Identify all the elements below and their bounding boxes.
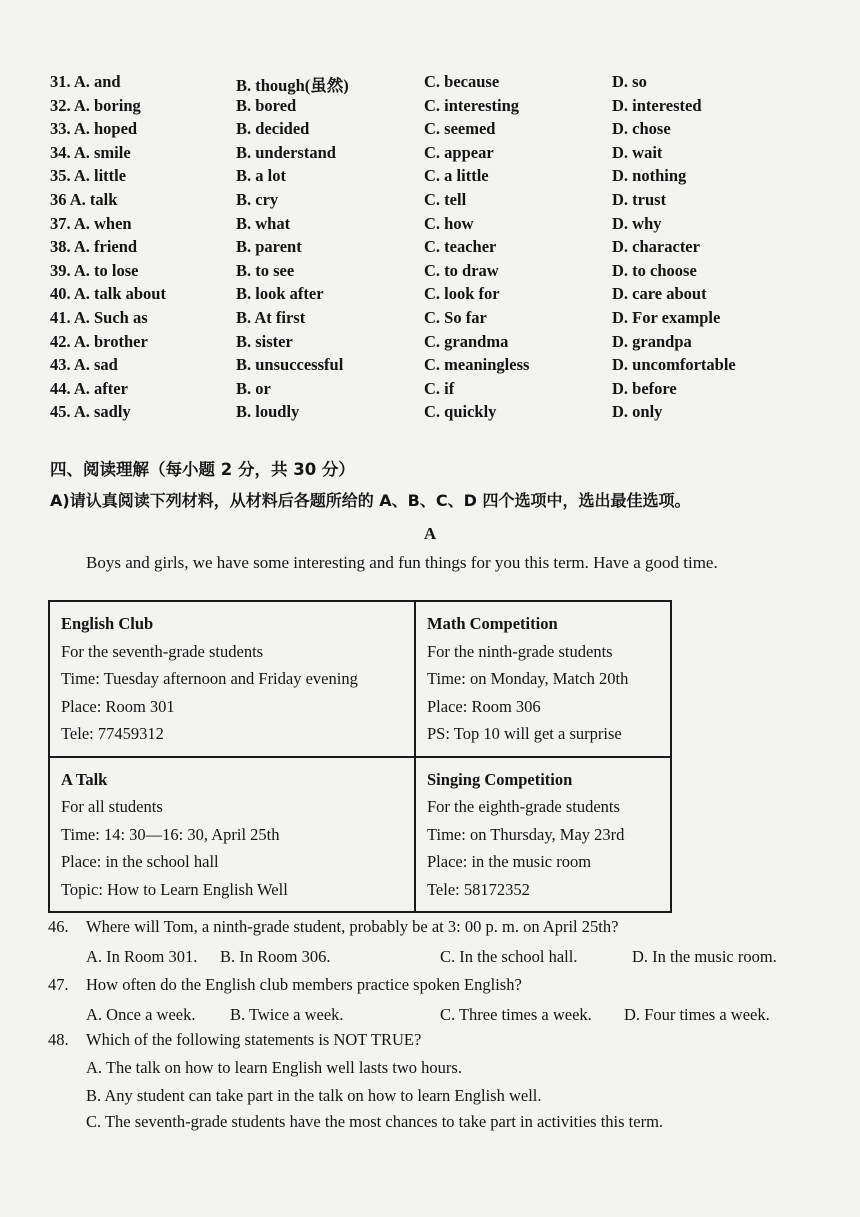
question-48 [48,1030,828,1140]
question-46 [48,917,828,973]
option-a: 42. A. brother [50,331,148,351]
notice-title: A Talk [61,769,108,789]
notice-line: Place: in the school hall [61,852,219,871]
option-b: B. loudly [236,402,300,422]
option-a: 41. A. Such as [50,307,148,327]
option-b: B. unsuccessful [236,355,344,375]
cloze-option-row [50,284,830,308]
notice-line: PS: Top 10 will get a surprise [427,724,622,743]
option-a: 35. A. little [50,166,127,186]
option-a: 43. A. sad [50,355,118,375]
notice-line: For the eighth-grade students [427,797,620,816]
option-a: 44. A. after [50,378,128,398]
cloze-option-row [50,190,830,214]
option-c: C. because [424,72,500,91]
option-b: B. though(虽然) [236,76,349,95]
option-c: C. tell [424,189,467,209]
option-d: D. trust [612,189,667,209]
section-instruction: A)请认真阅读下列材料，从材料后各题所给的 A、B、C、D 四个选项中，选出最佳选项。 [50,491,691,510]
answer-option-d[interactable]: D. In the music room. [632,947,777,966]
answer-option-b[interactable]: B. Twice a week. [230,1005,344,1024]
option-a: 38. A. friend [50,237,138,257]
passage-intro: Boys and girls, we have some interesting and fun things for you this term. Have a good time. [86,553,718,572]
cloze-options-grid [50,72,830,426]
option-d: D. only [612,402,663,422]
notice-line: For the seventh-grade students [61,641,264,661]
option-c: C. if [424,378,455,398]
cloze-option-row [50,143,830,167]
option-b: B. look after [236,284,324,304]
option-d: D. uncomfortable [612,355,736,375]
option-b: B. a lot [236,166,286,186]
option-d: D. grandpa [612,331,692,351]
answer-option-c[interactable]: C. Three times a week. [440,1005,592,1024]
notice-talk [49,757,415,913]
cloze-option-row [50,308,830,332]
option-c: C. seemed [424,119,496,139]
notice-table [48,600,672,913]
cloze-option-row [50,261,830,285]
option-d: D. For example [612,307,721,327]
notice-title: English Club [61,614,154,633]
option-c: C. a little [424,166,489,186]
option-b: B. bored [236,95,297,115]
option-b: B. understand [236,142,336,162]
notice-line: Tele: 77459312 [61,724,164,743]
option-c: C. look for [424,284,500,304]
answer-option-c[interactable]: C. The seventh-grade students have the most chances to take part in activities this term. [86,1112,664,1131]
option-d: D. care about [612,284,707,304]
option-a: 31. A. and [50,72,121,91]
notice-line: Place: Room 306 [427,696,541,716]
answer-option-a[interactable]: A. In Room 301. [86,947,198,966]
cloze-option-row [50,402,830,426]
option-a: 37. A. when [50,213,132,233]
option-b: B. to see [236,260,295,280]
option-d: D. character [612,237,700,257]
option-d: D. before [612,378,677,398]
answer-option-d[interactable]: D. Four times a week. [624,1005,770,1024]
notice-line: Time: on Thursday, May 23rd [427,824,625,844]
cloze-option-row [50,96,830,120]
notice-line: Time: on Monday, Match 20th [427,669,629,688]
question-stem: Where will Tom, a ninth-grade student, probably be at 3: 00 p. m. on April 25th? [86,917,619,936]
option-c: C. teacher [424,237,497,257]
option-c: C. So far [424,307,487,327]
notice-line: Topic: How to Learn English Well [61,879,288,899]
cloze-option-row [50,355,830,379]
notice-title: Math Competition [427,614,558,633]
option-c: C. how [424,213,474,233]
notice-title: Singing Competition [427,769,573,789]
question-47 [48,975,828,1031]
option-a: 40. A. talk about [50,284,166,304]
answer-option-b[interactable]: B. In Room 306. [220,947,331,966]
option-a: 36 A. talk [50,189,118,209]
option-c: C. meaningless [424,355,530,375]
option-b: B. or [236,378,271,398]
question-stem: Which of the following statements is NOT TRUE? [86,1030,422,1049]
passage-letter: A [423,524,437,543]
notice-line: Time: 14: 30—16: 30, April 25th [61,824,280,844]
notice-line: For all students [61,797,163,816]
option-b: B. At first [236,307,306,327]
option-c: C. appear [424,142,494,162]
notice-singing-competition [415,757,671,913]
option-b: B. parent [236,237,302,257]
cloze-option-row [50,332,830,356]
answer-option-a[interactable]: A. The talk on how to learn English well lasts two hours. [86,1058,462,1077]
cloze-option-row [50,237,830,261]
section-title: 四、阅读理解（每小题 2 分，共 30 分） [50,460,355,479]
option-a: 45. A. sadly [50,402,131,422]
cloze-option-row [50,119,830,143]
option-b: B. decided [236,119,310,139]
option-c: C. to draw [424,260,499,280]
option-b: B. sister [236,331,293,351]
answer-option-a[interactable]: A. Once a week. [86,1005,196,1024]
cloze-option-row [50,214,830,238]
option-a: 34. A. smile [50,142,131,162]
cloze-option-row [50,379,830,403]
answer-option-c[interactable]: C. In the school hall. [440,947,578,966]
notice-line: Place: Room 301 [61,696,175,716]
question-number: 47. [48,975,69,994]
question-stem: How often do the English club members practice spoken English? [86,975,522,994]
answer-option-b[interactable]: B. Any student can take part in the talk on how to learn English well. [86,1086,542,1105]
option-a: 33. A. hoped [50,119,138,139]
option-d: D. wait [612,142,663,162]
option-b: B. cry [236,189,279,209]
option-b: B. what [236,213,291,233]
option-c: C. interesting [424,95,520,115]
option-a: 39. A. to lose [50,260,139,280]
option-c: C. quickly [424,402,497,422]
option-a: 32. A. boring [50,95,141,115]
option-d: D. chose [612,119,671,139]
question-number: 46. [48,917,69,936]
question-number: 48. [48,1030,69,1049]
option-d: D. so [612,72,647,91]
option-c: C. grandma [424,331,509,351]
notice-line: Place: in the music room [427,852,592,871]
option-d: D. why [612,213,662,233]
notice-math-competition [415,601,671,757]
notice-line: For the ninth-grade students [427,641,613,661]
notice-english-club [49,601,415,757]
option-d: D. interested [612,95,702,115]
notice-line: Time: Tuesday afternoon and Friday evening [61,669,358,688]
cloze-option-row [50,72,830,96]
option-d: D. to choose [612,260,697,280]
cloze-option-row [50,166,830,190]
option-d: D. nothing [612,166,687,186]
notice-line: Tele: 58172352 [427,879,530,899]
